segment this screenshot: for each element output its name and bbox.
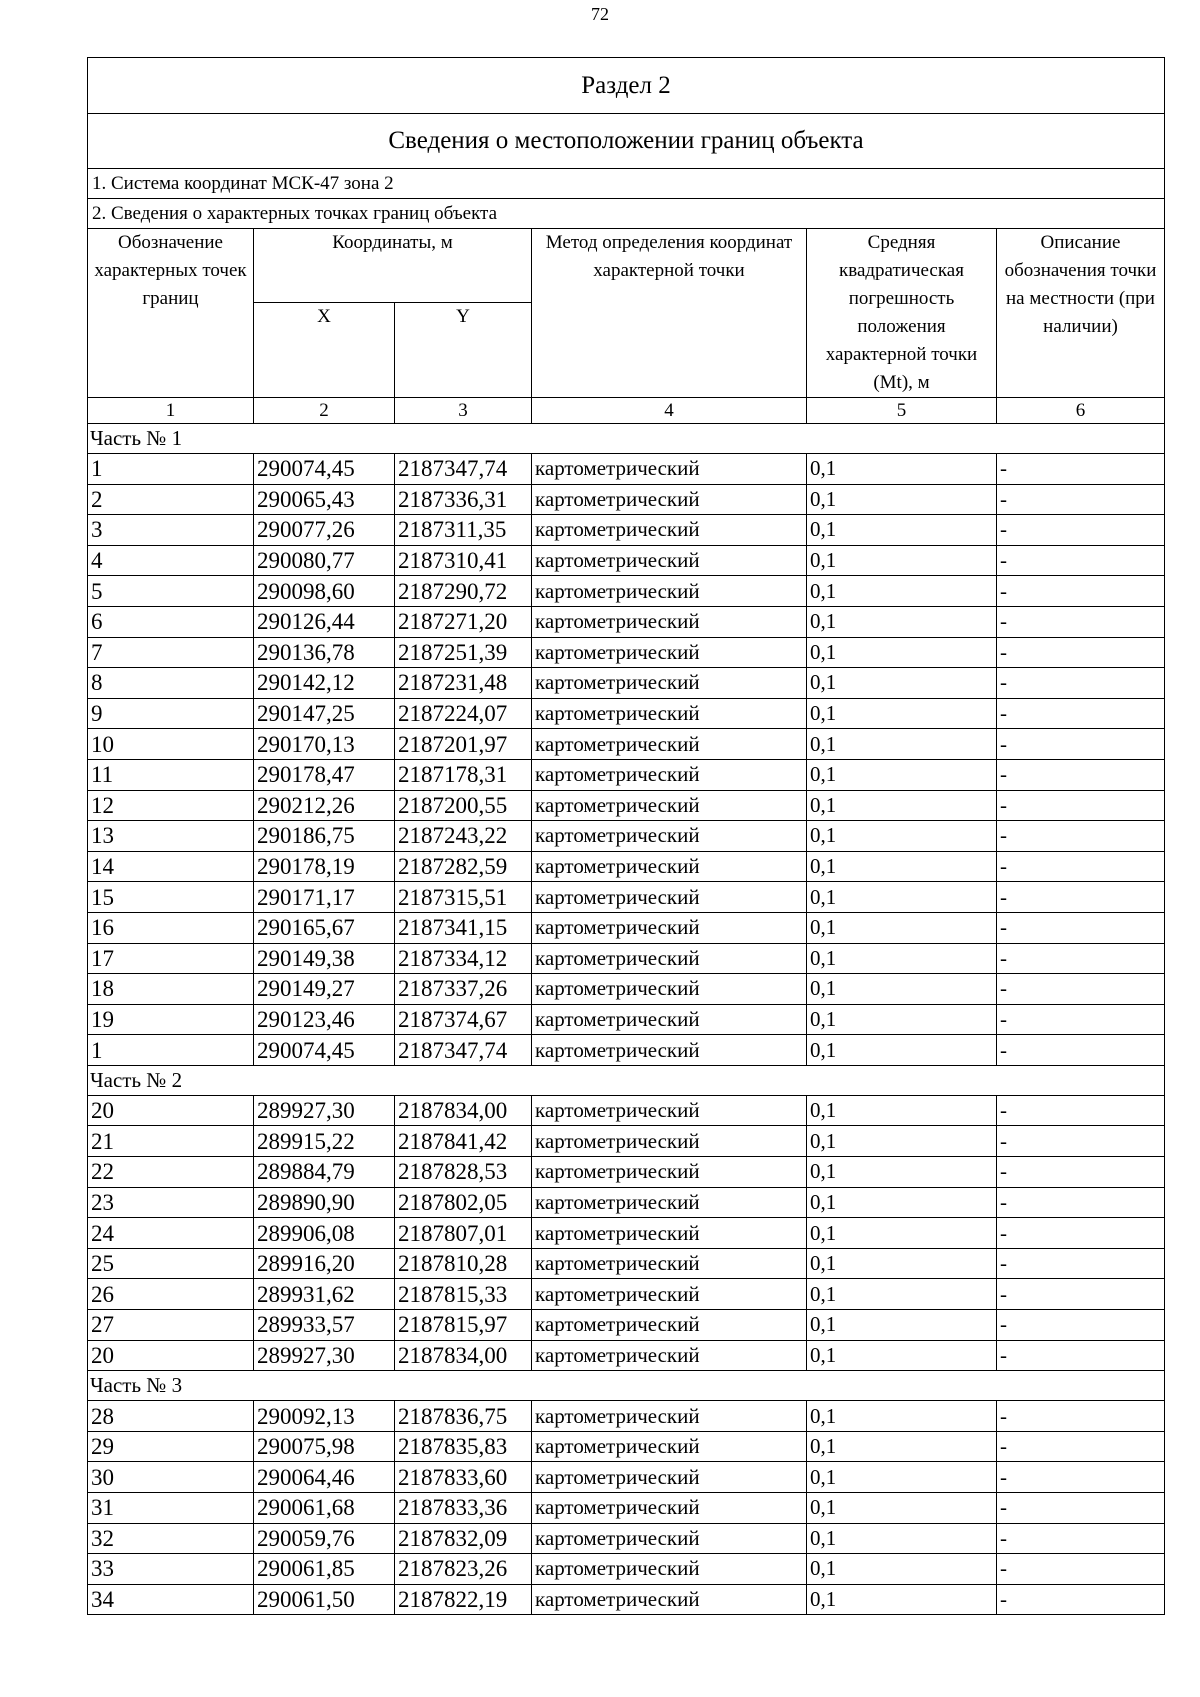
points-heading: 2. Сведения о характерных точках границ объекта [88, 199, 1165, 229]
description-cell: - [997, 821, 1165, 852]
table-row [88, 698, 1165, 729]
header-error: Средняя квадратическая погрешность положения характерной точки (Mt), м [807, 229, 997, 398]
y-coordinate-cell: 2187374,67 [395, 1004, 532, 1035]
point-number-cell: 11 [88, 759, 254, 790]
point-number-cell: 13 [88, 821, 254, 852]
point-number-cell: 23 [88, 1187, 254, 1218]
y-coordinate-cell: 2187802,05 [395, 1187, 532, 1218]
error-cell: 0,1 [807, 912, 997, 943]
method-cell: картометрический [532, 576, 807, 607]
error-cell: 0,1 [807, 454, 997, 485]
error-cell: 0,1 [807, 1310, 997, 1341]
x-coordinate-cell: 290149,38 [254, 943, 395, 974]
y-coordinate-cell: 2187200,55 [395, 790, 532, 821]
point-number-cell: 2 [88, 484, 254, 515]
x-coordinate-cell: 290080,77 [254, 545, 395, 576]
x-coordinate-cell: 290074,45 [254, 1035, 395, 1066]
method-cell: картометрический [532, 1584, 807, 1615]
error-cell: 0,1 [807, 821, 997, 852]
method-cell: картометрический [532, 698, 807, 729]
point-number-cell: 20 [88, 1095, 254, 1126]
y-coordinate-cell: 2187231,48 [395, 668, 532, 699]
x-coordinate-cell: 290136,78 [254, 637, 395, 668]
error-cell: 0,1 [807, 576, 997, 607]
y-coordinate-cell: 2187815,97 [395, 1310, 532, 1341]
x-coordinate-cell: 290092,13 [254, 1401, 395, 1432]
y-coordinate-cell: 2187828,53 [395, 1157, 532, 1188]
y-coordinate-cell: 2187834,00 [395, 1340, 532, 1371]
method-cell: картометрический [532, 637, 807, 668]
point-number-cell: 18 [88, 974, 254, 1005]
description-cell: - [997, 1218, 1165, 1249]
method-cell: картометрический [532, 1401, 807, 1432]
y-coordinate-cell: 2187243,22 [395, 821, 532, 852]
y-coordinate-cell: 2187807,01 [395, 1218, 532, 1249]
table-row [88, 790, 1165, 821]
table-row [88, 1431, 1165, 1462]
method-cell: картометрический [532, 821, 807, 852]
method-cell: картометрический [532, 943, 807, 974]
y-coordinate-cell: 2187310,41 [395, 545, 532, 576]
table-row [88, 1157, 1165, 1188]
table-row [88, 729, 1165, 760]
description-cell: - [997, 790, 1165, 821]
x-coordinate-cell: 289906,08 [254, 1218, 395, 1249]
point-number-cell: 28 [88, 1401, 254, 1432]
header-method: Метод определения координат характерной точки [532, 229, 807, 398]
error-cell: 0,1 [807, 668, 997, 699]
point-number-cell: 17 [88, 943, 254, 974]
error-cell: 0,1 [807, 1035, 997, 1066]
y-coordinate-cell: 2187315,51 [395, 882, 532, 913]
y-coordinate-cell: 2187251,39 [395, 637, 532, 668]
error-cell: 0,1 [807, 1248, 997, 1279]
x-coordinate-cell: 290061,68 [254, 1493, 395, 1524]
table-row [88, 668, 1165, 699]
point-number-cell: 19 [88, 1004, 254, 1035]
method-cell: картометрический [532, 454, 807, 485]
description-cell: - [997, 515, 1165, 546]
point-number-cell: 6 [88, 606, 254, 637]
description-cell: - [997, 729, 1165, 760]
description-cell: - [997, 545, 1165, 576]
method-cell: картометрический [532, 1462, 807, 1493]
description-cell: - [997, 454, 1165, 485]
error-cell: 0,1 [807, 1157, 997, 1188]
point-number-cell: 16 [88, 912, 254, 943]
y-coordinate-cell: 2187311,35 [395, 515, 532, 546]
column-number: 1 [88, 398, 254, 424]
x-coordinate-cell: 290075,98 [254, 1431, 395, 1462]
point-number-cell: 33 [88, 1554, 254, 1585]
error-cell: 0,1 [807, 974, 997, 1005]
table-row [88, 1584, 1165, 1615]
table-row [88, 606, 1165, 637]
column-number: 4 [532, 398, 807, 424]
x-coordinate-cell: 290171,17 [254, 882, 395, 913]
description-cell: - [997, 1493, 1165, 1524]
column-number: 5 [807, 398, 997, 424]
description-cell: - [997, 484, 1165, 515]
y-coordinate-cell: 2187823,26 [395, 1554, 532, 1585]
header-x: X [254, 303, 395, 398]
x-coordinate-cell: 290098,60 [254, 576, 395, 607]
method-cell: картометрический [532, 1035, 807, 1066]
y-coordinate-cell: 2187271,20 [395, 606, 532, 637]
method-cell: картометрический [532, 515, 807, 546]
table-row [88, 1523, 1165, 1554]
method-cell: картометрический [532, 974, 807, 1005]
column-numbers-row [88, 398, 1165, 424]
description-cell: - [997, 637, 1165, 668]
x-coordinate-cell: 290061,50 [254, 1584, 395, 1615]
part-row [88, 1371, 1165, 1401]
point-number-cell: 24 [88, 1218, 254, 1249]
point-number-cell: 9 [88, 698, 254, 729]
error-cell: 0,1 [807, 484, 997, 515]
column-number: 6 [997, 398, 1165, 424]
part-label: Часть № 2 [88, 1065, 1165, 1095]
error-cell: 0,1 [807, 759, 997, 790]
table-row [88, 1095, 1165, 1126]
error-cell: 0,1 [807, 1004, 997, 1035]
error-cell: 0,1 [807, 1126, 997, 1157]
coordinate-system: 1. Система координат МСК-47 зона 2 [88, 169, 1165, 199]
part-row [88, 1065, 1165, 1095]
y-coordinate-cell: 2187201,97 [395, 729, 532, 760]
point-number-cell: 29 [88, 1431, 254, 1462]
point-number-cell: 1 [88, 454, 254, 485]
point-number-cell: 21 [88, 1126, 254, 1157]
y-coordinate-cell: 2187336,31 [395, 484, 532, 515]
table-row [88, 1401, 1165, 1432]
part-label: Часть № 1 [88, 424, 1165, 454]
x-coordinate-cell: 290142,12 [254, 668, 395, 699]
error-cell: 0,1 [807, 1584, 997, 1615]
error-cell: 0,1 [807, 943, 997, 974]
y-coordinate-cell: 2187834,00 [395, 1095, 532, 1126]
method-cell: картометрический [532, 1279, 807, 1310]
method-cell: картометрический [532, 1126, 807, 1157]
description-cell: - [997, 1035, 1165, 1066]
error-cell: 0,1 [807, 1493, 997, 1524]
table-row [88, 484, 1165, 515]
table-row [88, 882, 1165, 913]
y-coordinate-cell: 2187833,36 [395, 1493, 532, 1524]
description-cell: - [997, 943, 1165, 974]
x-coordinate-cell: 289890,90 [254, 1187, 395, 1218]
error-cell: 0,1 [807, 882, 997, 913]
method-cell: картометрический [532, 484, 807, 515]
description-cell: - [997, 1095, 1165, 1126]
description-cell: - [997, 1431, 1165, 1462]
x-coordinate-cell: 290126,44 [254, 606, 395, 637]
description-cell: - [997, 912, 1165, 943]
column-number: 2 [254, 398, 395, 424]
point-number-cell: 30 [88, 1462, 254, 1493]
x-coordinate-cell: 289931,62 [254, 1279, 395, 1310]
header-designation: Обозначение характерных точек границ [88, 229, 254, 398]
table-row [88, 759, 1165, 790]
page-number: 72 [591, 4, 609, 24]
description-cell: - [997, 1157, 1165, 1188]
error-cell: 0,1 [807, 1095, 997, 1126]
point-number-cell: 10 [88, 729, 254, 760]
x-coordinate-cell: 290149,27 [254, 974, 395, 1005]
x-coordinate-cell: 289927,30 [254, 1340, 395, 1371]
table-row [88, 545, 1165, 576]
point-number-cell: 31 [88, 1493, 254, 1524]
y-coordinate-cell: 2187836,75 [395, 1401, 532, 1432]
error-cell: 0,1 [807, 851, 997, 882]
y-coordinate-cell: 2187833,60 [395, 1462, 532, 1493]
section-title: Раздел 2 [88, 58, 1165, 114]
method-cell: картометрический [532, 729, 807, 760]
method-cell: картометрический [532, 1431, 807, 1462]
y-coordinate-cell: 2187347,74 [395, 1035, 532, 1066]
point-number-cell: 34 [88, 1584, 254, 1615]
table-row [88, 454, 1165, 485]
error-cell: 0,1 [807, 637, 997, 668]
point-number-cell: 15 [88, 882, 254, 913]
description-cell: - [997, 1248, 1165, 1279]
method-cell: картометрический [532, 668, 807, 699]
error-cell: 0,1 [807, 1431, 997, 1462]
method-cell: картометрический [532, 1248, 807, 1279]
y-coordinate-cell: 2187282,59 [395, 851, 532, 882]
table-row [88, 851, 1165, 882]
method-cell: картометрический [532, 882, 807, 913]
point-number-cell: 32 [88, 1523, 254, 1554]
error-cell: 0,1 [807, 515, 997, 546]
method-cell: картометрический [532, 1340, 807, 1371]
description-cell: - [997, 1187, 1165, 1218]
x-coordinate-cell: 289915,22 [254, 1126, 395, 1157]
point-number-cell: 27 [88, 1310, 254, 1341]
x-coordinate-cell: 289933,57 [254, 1310, 395, 1341]
method-cell: картометрический [532, 851, 807, 882]
point-number-cell: 5 [88, 576, 254, 607]
y-coordinate-cell: 2187337,26 [395, 974, 532, 1005]
method-cell: картометрический [532, 1004, 807, 1035]
description-cell: - [997, 1584, 1165, 1615]
error-cell: 0,1 [807, 698, 997, 729]
x-coordinate-cell: 290065,43 [254, 484, 395, 515]
x-coordinate-cell: 290059,76 [254, 1523, 395, 1554]
description-cell: - [997, 1310, 1165, 1341]
method-cell: картометрический [532, 790, 807, 821]
table-row [88, 974, 1165, 1005]
table-row [88, 1310, 1165, 1341]
method-cell: картометрический [532, 1187, 807, 1218]
description-cell: - [997, 1554, 1165, 1585]
error-cell: 0,1 [807, 1279, 997, 1310]
x-coordinate-cell: 289916,20 [254, 1248, 395, 1279]
point-number-cell: 22 [88, 1157, 254, 1188]
x-coordinate-cell: 290170,13 [254, 729, 395, 760]
table-row [88, 637, 1165, 668]
table-row [88, 576, 1165, 607]
error-cell: 0,1 [807, 1462, 997, 1493]
x-coordinate-cell: 290147,25 [254, 698, 395, 729]
method-cell: картометрический [532, 1493, 807, 1524]
x-coordinate-cell: 290178,47 [254, 759, 395, 790]
table-row [88, 821, 1165, 852]
point-number-cell: 20 [88, 1340, 254, 1371]
x-coordinate-cell: 290165,67 [254, 912, 395, 943]
x-coordinate-cell: 290074,45 [254, 454, 395, 485]
table-row [88, 1462, 1165, 1493]
table-row [88, 1004, 1165, 1035]
point-number-cell: 8 [88, 668, 254, 699]
table-row [88, 1187, 1165, 1218]
description-cell: - [997, 882, 1165, 913]
part-row [88, 424, 1165, 454]
point-number-cell: 4 [88, 545, 254, 576]
y-coordinate-cell: 2187832,09 [395, 1523, 532, 1554]
description-cell: - [997, 1279, 1165, 1310]
y-coordinate-cell: 2187334,12 [395, 943, 532, 974]
y-coordinate-cell: 2187178,31 [395, 759, 532, 790]
description-cell: - [997, 1004, 1165, 1035]
table-row [88, 1493, 1165, 1524]
error-cell: 0,1 [807, 1523, 997, 1554]
table-row [88, 912, 1165, 943]
header-y: Y [395, 303, 532, 398]
y-coordinate-cell: 2187815,33 [395, 1279, 532, 1310]
y-coordinate-cell: 2187835,83 [395, 1431, 532, 1462]
y-coordinate-cell: 2187822,19 [395, 1584, 532, 1615]
description-cell: - [997, 1462, 1165, 1493]
y-coordinate-cell: 2187290,72 [395, 576, 532, 607]
y-coordinate-cell: 2187810,28 [395, 1248, 532, 1279]
table-row [88, 1248, 1165, 1279]
table-row [88, 515, 1165, 546]
error-cell: 0,1 [807, 1187, 997, 1218]
point-number-cell: 14 [88, 851, 254, 882]
description-cell: - [997, 698, 1165, 729]
description-cell: - [997, 759, 1165, 790]
y-coordinate-cell: 2187841,42 [395, 1126, 532, 1157]
part-label: Часть № 3 [88, 1371, 1165, 1401]
method-cell: картометрический [532, 1218, 807, 1249]
section-subtitle: Сведения о местоположении границ объекта [88, 114, 1165, 169]
description-cell: - [997, 974, 1165, 1005]
description-cell: - [997, 1401, 1165, 1432]
method-cell: картометрический [532, 1310, 807, 1341]
method-cell: картометрический [532, 1095, 807, 1126]
error-cell: 0,1 [807, 729, 997, 760]
x-coordinate-cell: 290064,46 [254, 1462, 395, 1493]
description-cell: - [997, 606, 1165, 637]
x-coordinate-cell: 290077,26 [254, 515, 395, 546]
point-number-cell: 26 [88, 1279, 254, 1310]
error-cell: 0,1 [807, 1340, 997, 1371]
table-row [88, 1340, 1165, 1371]
method-cell: картометрический [532, 1554, 807, 1585]
point-number-cell: 7 [88, 637, 254, 668]
header-description: Описание обозначения точки на местности (при наличии) [997, 229, 1165, 398]
point-number-cell: 12 [88, 790, 254, 821]
column-number: 3 [395, 398, 532, 424]
description-cell: - [997, 1340, 1165, 1371]
x-coordinate-cell: 289884,79 [254, 1157, 395, 1188]
description-cell: - [997, 1126, 1165, 1157]
description-cell: - [997, 1523, 1165, 1554]
description-cell: - [997, 576, 1165, 607]
point-number-cell: 3 [88, 515, 254, 546]
error-cell: 0,1 [807, 1554, 997, 1585]
x-coordinate-cell: 290061,85 [254, 1554, 395, 1585]
y-coordinate-cell: 2187347,74 [395, 454, 532, 485]
error-cell: 0,1 [807, 1401, 997, 1432]
y-coordinate-cell: 2187224,07 [395, 698, 532, 729]
method-cell: картометрический [532, 1157, 807, 1188]
x-coordinate-cell: 290123,46 [254, 1004, 395, 1035]
description-cell: - [997, 668, 1165, 699]
table-row [88, 1035, 1165, 1066]
y-coordinate-cell: 2187341,15 [395, 912, 532, 943]
method-cell: картометрический [532, 1523, 807, 1554]
boundary-points-table [87, 57, 1165, 1615]
x-coordinate-cell: 290178,19 [254, 851, 395, 882]
x-coordinate-cell: 289927,30 [254, 1095, 395, 1126]
point-number-cell: 25 [88, 1248, 254, 1279]
error-cell: 0,1 [807, 790, 997, 821]
point-number-cell: 1 [88, 1035, 254, 1066]
x-coordinate-cell: 290212,26 [254, 790, 395, 821]
table-row [88, 1218, 1165, 1249]
error-cell: 0,1 [807, 606, 997, 637]
table-row [88, 1126, 1165, 1157]
description-cell: - [997, 851, 1165, 882]
method-cell: картометрический [532, 759, 807, 790]
table-row [88, 1279, 1165, 1310]
table-row [88, 943, 1165, 974]
method-cell: картометрический [532, 912, 807, 943]
method-cell: картометрический [532, 545, 807, 576]
error-cell: 0,1 [807, 1218, 997, 1249]
x-coordinate-cell: 290186,75 [254, 821, 395, 852]
method-cell: картометрический [532, 606, 807, 637]
error-cell: 0,1 [807, 545, 997, 576]
header-coords: Координаты, м [254, 229, 532, 303]
table-row [88, 1554, 1165, 1585]
